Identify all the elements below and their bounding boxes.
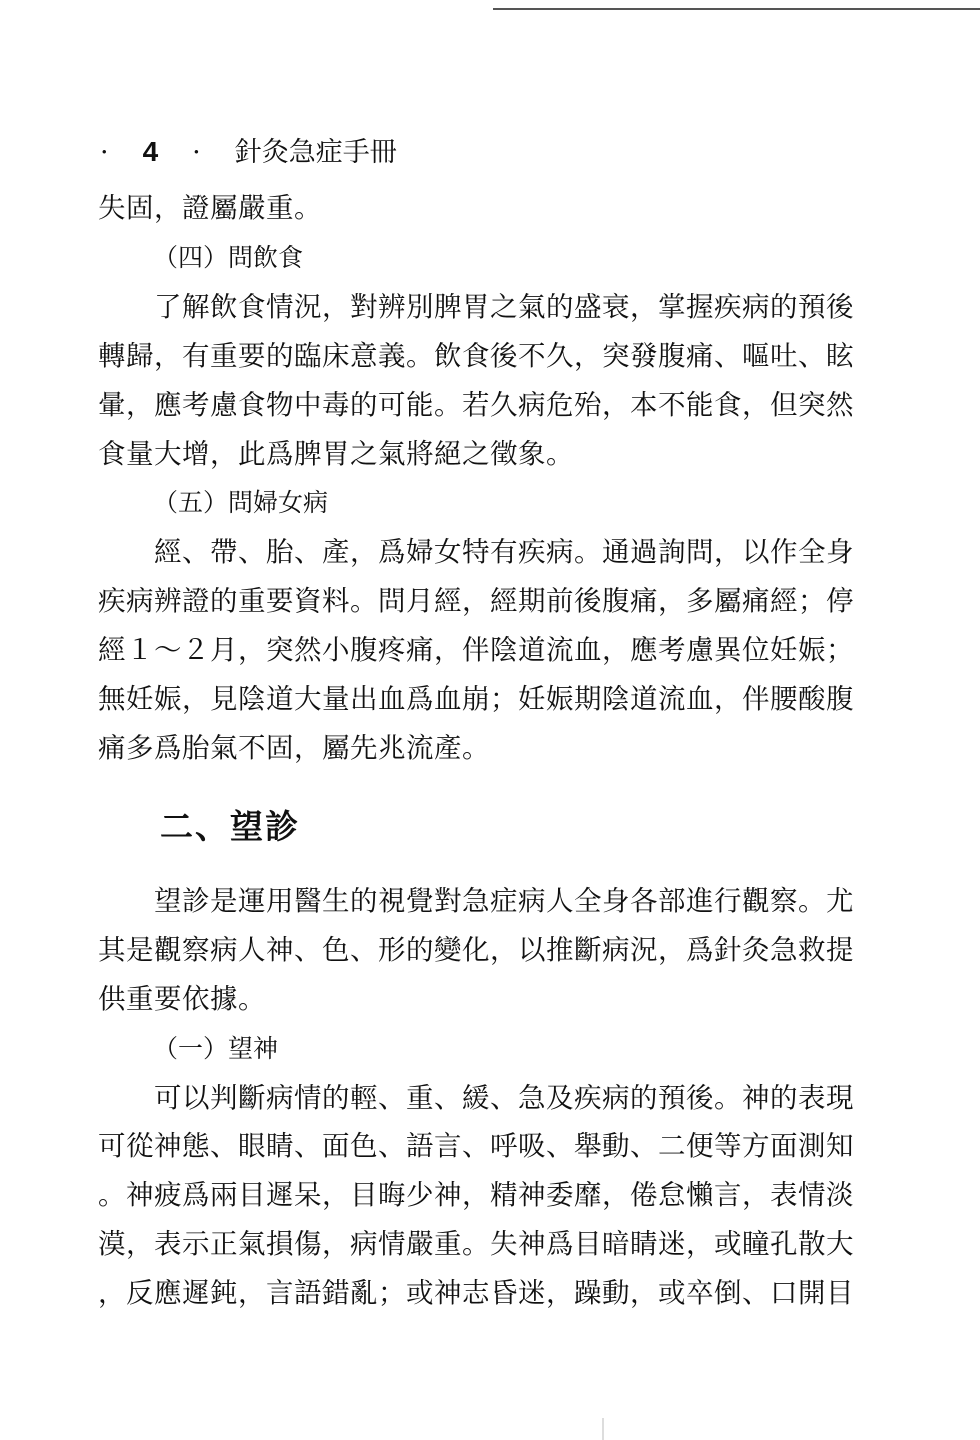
section-heading-inspection: 二、望診 bbox=[160, 806, 300, 846]
text-line: 食量大增，此爲脾胃之氣將絕之徵象。 bbox=[98, 437, 574, 470]
header-dot-right: · bbox=[192, 137, 201, 168]
text-line: 了解飲食情況，對辨別脾胃之氣的盛衰，掌握疾病的預後 bbox=[98, 290, 854, 323]
scan-gutter-mark bbox=[602, 1418, 604, 1440]
text-line: 疾病辨證的重要資料。問月經，經期前後腹痛，多屬痛經；停 bbox=[98, 585, 854, 618]
text-line: 失固，證屬嚴重。 bbox=[98, 192, 322, 224]
page-number: 4 bbox=[142, 136, 159, 167]
text-line: 暈，應考慮食物中毒的可能。若久病危殆，本不能食，但突然 bbox=[98, 388, 854, 421]
text-line: 漠，表示正氣損傷，病情嚴重。失神爲目暗睛迷，或瞳孔散大 bbox=[98, 1228, 854, 1261]
top-rule bbox=[493, 8, 980, 10]
subsection-heading-spirit: （一）望神 bbox=[153, 1033, 279, 1063]
text-line: 望診是運用醫生的視覺對急症病人全身各部進行觀察。尤 bbox=[98, 884, 854, 917]
header-dot-left: · bbox=[100, 137, 109, 168]
text-line: 可從神態、眼睛、面色、語言、呼吸、舉動、二便等方面測知 bbox=[98, 1130, 854, 1163]
text-line: 痛多爲胎氣不固，屬先兆流產。 bbox=[98, 732, 490, 765]
subsection-heading-gynecology: （五）問婦女病 bbox=[153, 488, 329, 518]
text-line: 供重要依據。 bbox=[98, 982, 266, 1015]
text-line: 其是觀察病人神、色、形的變化，以推斷病況，爲針灸急救提 bbox=[98, 933, 854, 966]
book-title: 針灸急症手冊 bbox=[234, 137, 397, 168]
text-line: 無妊娠，見陰道大量出血爲血崩；妊娠期陰道流血，伴腰酸腹 bbox=[98, 683, 854, 716]
page-body bbox=[98, 184, 854, 1318]
text-line: 經、帶、胎、產，爲婦女特有疾病。通過詢問，以作全身 bbox=[98, 536, 854, 569]
text-line: ，反應遲鈍，言語錯亂；或神志昏迷，躁動，或卒倒、口開目 bbox=[98, 1277, 854, 1310]
text-line: 轉歸，有重要的臨床意義。飲食後不久，突發腹痛、嘔吐、眩 bbox=[98, 339, 854, 372]
subsection-heading-diet: （四）問飲食 bbox=[153, 242, 304, 272]
text-line: 可以判斷病情的輕、重、緩、急及疾病的預後。神的表現 bbox=[98, 1081, 854, 1114]
running-header bbox=[100, 130, 397, 174]
text-line: 。神疲爲兩目遲呆，目晦少神，精神委靡，倦怠懶言，表情淡 bbox=[98, 1179, 854, 1212]
text-line: 經１～２月，突然小腹疼痛，伴陰道流血，應考慮異位妊娠； bbox=[98, 634, 854, 667]
